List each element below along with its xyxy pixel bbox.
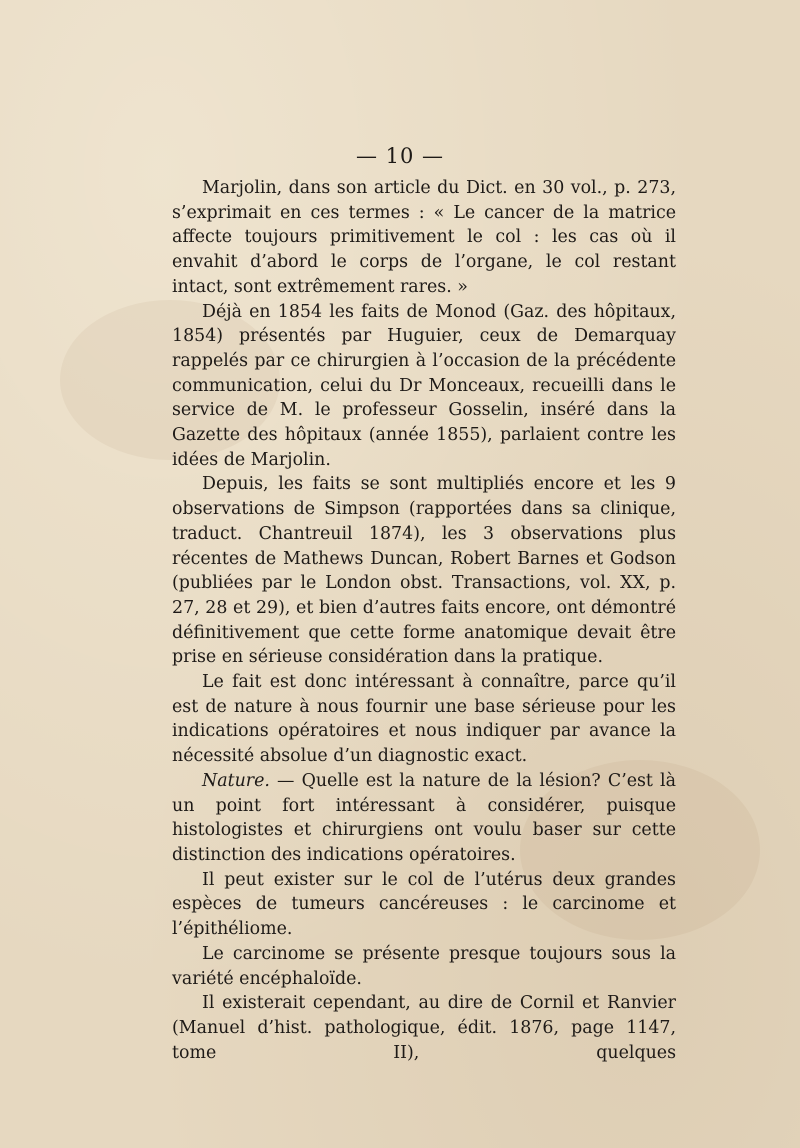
paragraph-1: Marjolin, dans son article du Dict. en 30 vol., p. 273, s’exprimait en ces termes : « Le cancer de la matrice affecte toujours primitivement le col : les cas où il envahit d’abord le corps de l’organe, le col restant intact, sont extrêmement rares. » xyxy=(172,178,676,297)
paragraph-4: Le fait est donc intéressant à connaître, parce qu’il est de nature à nous fournir une base sérieuse pour les indications opératoires et nous indiquer par avance la nécessité absolue d’un diagnostic exact. xyxy=(172,672,676,767)
paragraph-8: Il existerait cependant, au dire de Cornil et Ranvier (Manuel d’hist. pathologique, édit. 1876, page 1147, tome II), quelques xyxy=(172,993,676,1063)
body-text xyxy=(172,176,676,1065)
section-lead-nature: Nature. xyxy=(202,770,270,791)
paragraph-3: Depuis, les faits se sont multipliés encore et les 9 observations de Simpson (rapportées dans sa clinique, traduct. Chantreuil 1874), les 3 observations plus récentes de Mathews Duncan, Robert Barnes et Godson (publiées par le London obst. Transactions, vol. XX, p. 27, 28 et 29), et bien d’autres faits encore, ont démontré définitivement que cette forme anatomique devait être prise en sérieuse considération dans la pratique. xyxy=(172,474,676,668)
paragraph-2: Déjà en 1854 les faits de Monod (Gaz. des hôpitaux, 1854) présentés par Huguier, ceux de Demarquay rappelés par ce chirurgien à l’occasion de la précédente communication, celui du Dr Monceaux, recueilli dans le service de M. le professeur Gosselin, inséré dans la Gazette des hôpitaux (année 1855), parlaient contre les idées de Marjolin. xyxy=(172,301,676,470)
page-number: — 10 — xyxy=(355,144,445,168)
paragraph-6: Il peut exister sur le col de l’utérus deux grandes espèces de tumeurs cancéreuses : le carcinome et l’épithéliome. xyxy=(172,869,676,940)
paragraph-nature: Nature. — Quelle est la nature de la lésion? C’est là un point fort intéressant à considérer, puisque histologistes et chirurgiens ont voulu baser sur cette distinction des indications opératoires. xyxy=(172,770,676,865)
paragraph-7: Le carcinome se présente presque toujours sous la variété encéphaloïde. xyxy=(172,943,676,989)
